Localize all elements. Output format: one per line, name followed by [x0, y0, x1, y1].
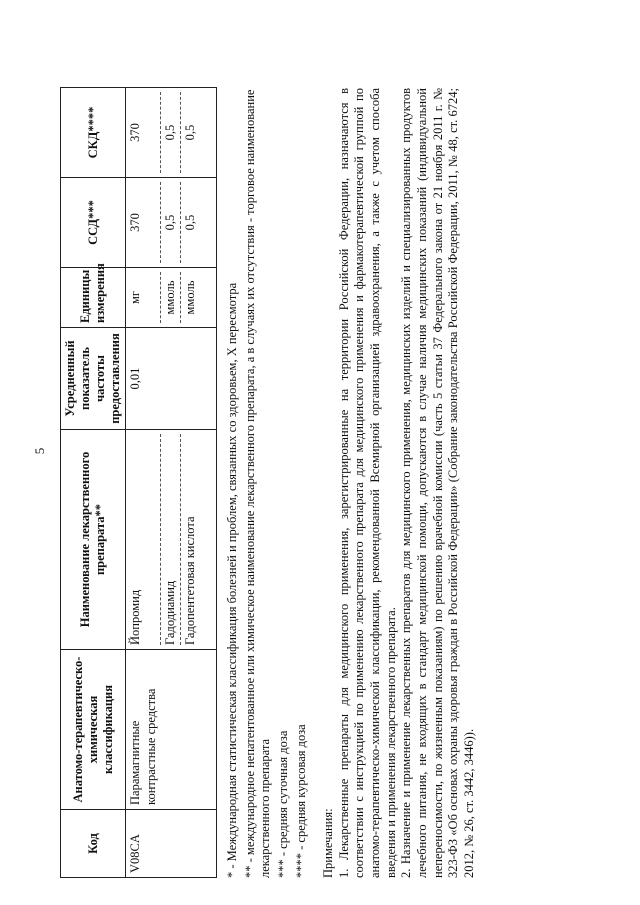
header-unit: Единицы измерения: [61, 268, 126, 328]
unit-value: ммоль: [180, 272, 199, 323]
ssd-value: 0,5: [180, 182, 199, 263]
notes-title: Примечания:: [321, 808, 336, 878]
header-frequency: Усредненный показатель частоты предоставления: [61, 328, 126, 430]
unit-value: ммоль: [160, 272, 179, 323]
table-header-row: [61, 88, 126, 878]
ssd-value: 0,5: [160, 182, 179, 263]
footnote: ** - международное непатентованное или химическое наименование лекарственного препарата, а в случаях их отсутствия - торговое наименование лекарственного препарата: [242, 89, 273, 878]
header-ssd: ССД***: [61, 178, 126, 268]
cell-skd: [126, 88, 217, 178]
cell-atc: [126, 650, 217, 810]
skd-value: 0,5: [180, 92, 199, 173]
footnote: *** - средняя суточная доза: [275, 730, 290, 878]
row-atc: Парамагнитные контрастные средства: [128, 688, 158, 805]
cell-drug: [126, 430, 217, 650]
cell-unit: [126, 268, 217, 328]
header-skd: СКД****: [61, 88, 126, 178]
note-item: 2. Назначение и применение лекарственных препаратов для медицинского применения, медицинских изделий и специализированных продуктов лечебного питания, не входящих в стандарт медицинской помощи, допускаются в случае наличия медицинских показаний (индивидуальной непереносимости, по жизненным показаниям) по решению врачебной комиссии (часть 5 статьи 37 Федерального закона от 21 ноября 2011 г. № 323-ФЗ «Об основах охраны здоровья граждан в Российской Федерации» (Собрание законодательства Российской Федерации, 2011, № 48, ст. 6724; 2012, № 26, ст. 3442, 3446)).: [399, 88, 476, 878]
drug-name: Гадопентетовая кислота: [180, 434, 199, 645]
table-row: [126, 88, 217, 878]
ssd-value: 370: [128, 213, 142, 232]
drug-name: Йопромид: [128, 589, 142, 645]
header-code: Код: [61, 810, 126, 878]
skd-value: 370: [128, 123, 142, 142]
footnote: **** - средняя курсовая доза: [293, 724, 308, 878]
rotated-document-body: [60, 28, 620, 878]
note-item: 1. Лекарственные препараты для медицинского применения, зарегистрированные на территории Российской Федерации, назначаются в соответствии с инструкцией по применению лекарственного препарата для медицинского применения и фармакотерапевтической группой по анатомо-терапевтическо-химической классификации, рекомендованной Всемирной организацией здравоохранения, а также с учетом способа введения и применения лекарственного препарата.: [336, 88, 398, 878]
footnotes: [225, 88, 309, 878]
drug-name: Гадодиамид: [160, 434, 179, 645]
cell-code: [126, 810, 217, 878]
row-code: V08CA: [128, 834, 142, 873]
skd-value: 0,5: [160, 92, 179, 173]
unit-value: мг: [128, 290, 142, 305]
cell-frequency: [126, 328, 217, 430]
row-frequency: 0,01: [128, 367, 142, 390]
header-drug: Наименование лекарственного препарата**: [61, 430, 126, 650]
cell-ssd: [126, 178, 217, 268]
header-atc: Анатомо-терапевтическо-химическая классификация: [61, 650, 126, 810]
page-number: 5: [32, 447, 47, 455]
footnote: * - Международная статистическая классификация болезней и проблем, связанных со здоровьем, X пересмотра: [225, 282, 239, 878]
notes-section: [321, 88, 477, 878]
drug-table: [60, 87, 217, 878]
